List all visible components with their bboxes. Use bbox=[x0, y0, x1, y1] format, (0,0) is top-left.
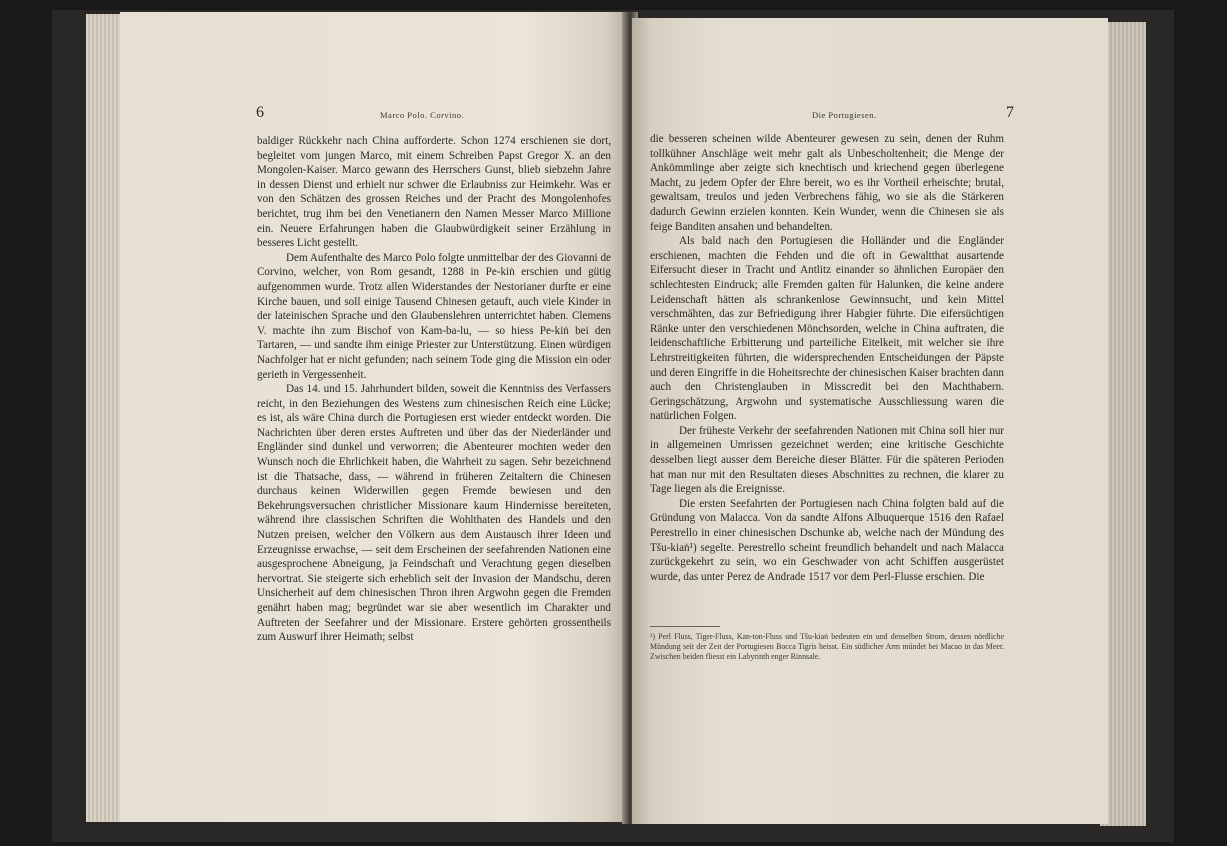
left-page-number: 6 bbox=[256, 104, 264, 121]
left-paragraph-1: baldiger Rückkehr nach China aufforderte. Schon 1274 erschienen sie dort, begleitet vom jungen Marco, mit einem Schreiben Papst Gregor X. an den Mongolen-Kaiser. Marco gewann des Herrschers Gunst, blieb siebzehn Jahre in dessen Dienst und erhielt nur schwer die Erlaubniss zur Heimkehr. Was er von den Schätzen des grossen Reiches und der Pracht des Mongolenhofes berichtet, trug ihm bei den Venetianern den Namen Messer Marco Millione ein. Neuere Erfahrungen haben die Glaubwürdigkeit seiner Erzählung in besseres Licht gestellt. bbox=[257, 135, 611, 250]
left-running-head: Marco Polo. Corvino. bbox=[380, 110, 465, 120]
right-running-head: Die Portugiesen. bbox=[812, 110, 877, 120]
right-paragraph-4: Die ersten Seefahrten der Portugiesen nach China folgten bald auf die Gründung von Malacca. Von da sandte Alfons Albuquerque 1516 den Rafael Perestrello in einer chinesischen Dschunke ab, welche nach der Mündung des Tšu-kiaṅ¹) segelte. Perestrello scheint freundlich behandelt und nach Malacca zurückgekehrt zu sein, wo ein Geschwader von acht Schiffen ausgerüstet wurde, das unter Perez de Andrade 1517 vor dem Perl-Flusse erschien. Die bbox=[650, 497, 1004, 583]
right-paragraph-3: Der früheste Verkehr der seefahrenden Nationen mit China soll hier nur in allgemeinen Umrissen gezeichnet werden; eine kritische Geschichte desselben liegt ausser dem Bereiche dieser Blätter. Für die späteren Perioden hat man nur mit den Resultaten dieses Abschnittes zu rechnen, die klarer zu Tage liegen als die Ereignisse. bbox=[650, 424, 1004, 496]
right-paragraph-1: die besseren scheinen wilde Abenteurer gewesen zu sein, denen der Ruhm tollkühner Anschläge weit mehr galt als Unbescholtenheit; die Menge der Ankömmlinge aber zeigte sich knechtisch und kriechend gegen überlegene Macht, zu jedem Opfer der Ehre bereit, wo es ihr Vortheil erheischte; brutal, gewaltsam, treulos und jeden Verbrechens fähig, wo sie als die Stärkeren dadurch Gewinn erzielen konnten. Kein Wunder, wenn die Chinesen sie als feige Banditen ansahen und behandelten. bbox=[650, 133, 1004, 233]
left-page-stack-edge bbox=[86, 14, 124, 822]
left-body-text bbox=[257, 134, 611, 645]
right-page-number: 7 bbox=[1006, 104, 1014, 121]
right-body-text bbox=[650, 132, 1004, 584]
footnote-rule bbox=[650, 626, 720, 627]
right-paragraph-2: Als bald nach den Portugiesen die Holländer und die Engländer erschienen, machten die Fehden und die oft in Gewaltthat ausartende Eifersucht dieser in Tracht und Antlitz einander so ähnlichen Europäer den schlechtesten Eindruck; alle Fremden galten für Halunken, die keine andere Leidenschaft hätten als schrankenlose Gewinnsucht, und kein Mittel verschmähten, das zur Befriedigung ihrer Habgier führte. Die eifersüchtigen Ränke unter den verschiedenen Mönchsorden, welche in China auftraten, die leidenschaftliche Erbitterung und parteiliche Eitelkeit, mit welcher sie ihre Lehrstreitigkeiten führten, die widersprechenden Entscheidungen der Päpste und deren Eingriffe in die Hoheitsrechte der chinesischen Kaiser brachten dann auch den Christenglauben in Misscredit bei den Machthabern. Geringschätzung, Argwohn und systematische Ausschliessung waren die natürlichen Folgen. bbox=[650, 235, 1004, 423]
left-paragraph-3: Das 14. und 15. Jahrhundert bilden, soweit die Kenntniss des Verfassers reicht, in den Beziehungen des Westens zum chinesischen Reich eine Lücke; es ist, als wäre China durch die Portugiesen erst wieder entdeckt worden. Die Nachrichten über deren erstes Auftreten und über das der Niederländer und Engländer sind dunkel und verworren; die Abenteurer mochten weder den Wunsch noch die Ehrlichkeit haben, die Wahrheit zu sagen. Sehr bezeichnend ist die Thatsache, dass, — während in früheren Zeitaltern die Chinesen durchaus keinen Widerwillen gegen Fremde bewiesen und den Bekehrungsversuchen christlicher Missionare kaum Hindernisse bereiteten, während ihre classischen Schriften die Wohlthaten des Handels und den Nutzen preisen, welcher den Völkern aus dem Austausch ihrer Ideen und Erzeugnisse erwachse, — seit dem Erscheinen der seefahrenden Nationen eine ausgesprochene Abneigung, ja Feindschaft und Verachtung gegen dieselben hervortrat. Sie steigerte sich erheblich seit der Invasion der Mandschu, deren Unsicherheit auf dem chinesischen Thron ihren Argwohn gegen die Fremden genährt haben mag; begründet war sie aber wesentlich im Charakter und Auftreten der Seefahrer und der Missionare. Erstere gehörten grossentheils zum Auswurf ihrer Heimath; selbst bbox=[257, 383, 611, 644]
left-page bbox=[120, 12, 626, 822]
footnote: ¹) Perl Fluss, Tiger-Fluss, Kan-ton-Fluss und Tšu-kiaṅ bedeuten ein und denselben Strom, dessen nördliche Mündung seit der Zeit der Portugiesen Bocca Tigris heisst. Ein südlicher Arm mündet bei Macao in das Meer. Zwischen beiden fliesst ein Labyrinth enger Rinnsale. bbox=[650, 632, 1004, 661]
right-page bbox=[632, 18, 1108, 824]
left-paragraph-2: Dem Aufenthalte des Marco Polo folgte unmittelbar der des Giovanni de Corvino, welcher, von Rom gesandt, 1288 in Pe-kiṅ erschien und gütig aufgenommen wurde. Trotz allen Widerstandes der Nestorianer durfte er eine Kirche bauen, und soll einige Tausend Chinesen getauft, auch viele Kinder in der lateinischen Sprache und den Glaubenslehren unterrichtet haben. Clemens V. machte ihn zum Bischof von Kam-ba-lu, — so hiess Pe-kiṅ bei den Tartaren, — und sandte ihm einige Priester zur Unterstützung. Einen würdigen Nachfolger hat er nicht gefunden; nach seinem Tode ging die Mission ein oder gerieth in Vergessenheit. bbox=[257, 251, 611, 381]
